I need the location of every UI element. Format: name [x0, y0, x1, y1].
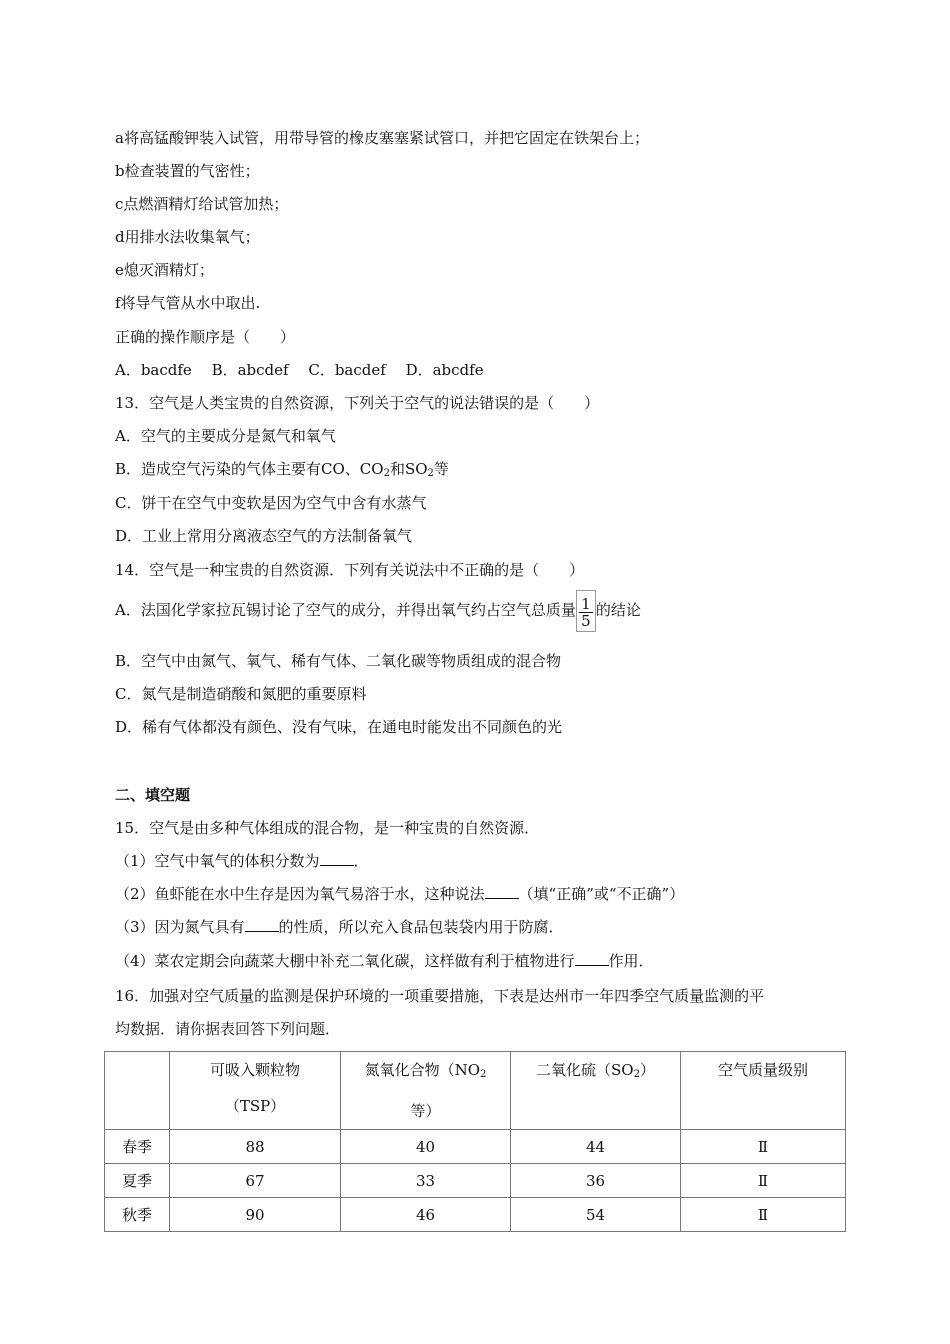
q15-part-3: [115, 917, 564, 937]
table-row: [105, 1164, 846, 1198]
step-a: a将高锰酸钾装入试管，用带导管的橡皮塞塞紧试管口，并把它固定在铁架台上；: [115, 129, 649, 147]
tsp-cell: 67: [170, 1164, 341, 1198]
q14-option-c: C．氮气是制造硝酸和氮肥的重要原料: [115, 685, 367, 703]
header-air-quality-level: 空气质量级别: [681, 1052, 846, 1130]
q13-b-text-3: 等: [433, 460, 449, 478]
header-no2: 氮氧化合物（$NO_2$ 等）: [341, 1052, 511, 1130]
q14-a-text: A．法国化学家拉瓦锡讨论了空气的成分，并得出氧气约占空气总质量: [115, 601, 576, 619]
q14-option-d: D．稀有气体都没有颜色、没有气味，在通电时能发出不同颜色的光: [115, 718, 563, 736]
q13-b-sub-2: 2: [427, 468, 434, 479]
q13-option-a: A．空气的主要成分是氮气和氧气: [115, 427, 336, 445]
answer-blank[interactable]: [485, 884, 519, 899]
q12-options: A．bacdfe B．abcdef C．bacdef D．abcdfe: [115, 361, 484, 379]
no2-cell: 46: [341, 1198, 511, 1232]
q15-p2-end: （填“正确”或“不正确”）: [518, 885, 685, 903]
season-cell: 夏季: [105, 1164, 170, 1198]
q13-b-sub-1: 2: [383, 468, 390, 479]
q15-p3-end: 的性质，所以充入食品包装袋内用于防腐．: [278, 918, 564, 936]
q13-option-c: C．饼干在空气中变软是因为空气中含有水蒸气: [115, 494, 427, 512]
so2-cell: 36: [511, 1164, 681, 1198]
q13-stem: 13．空气是人类宝贵的自然资源，下列关于空气的说法错误的是（ ）: [115, 394, 600, 412]
q13-b-text-1: B．造成空气污染的气体主要有CO、CO: [115, 460, 384, 478]
step-c: c点燃酒精灯给试管加热；: [115, 195, 289, 213]
table-row: [105, 1198, 846, 1232]
so2-cell: 54: [511, 1198, 681, 1232]
no2-cell: 40: [341, 1130, 511, 1164]
q14-a-text-end: 的结论: [595, 601, 641, 619]
header-empty-cell: [105, 1052, 170, 1130]
so2-cell: 44: [511, 1130, 681, 1164]
level-cell: Ⅱ: [681, 1164, 846, 1198]
level-cell: Ⅱ: [681, 1130, 846, 1164]
level-cell: Ⅱ: [681, 1198, 846, 1232]
step-b: b检查装置的气密性；: [115, 162, 260, 180]
table-header-row: [105, 1052, 846, 1130]
q12-prompt: 正确的操作顺序是（ ）: [115, 328, 296, 346]
step-d: d用排水法收集氧气；: [115, 228, 260, 246]
step-e: e熄灭酒精灯；: [115, 261, 214, 279]
section-title: 二、填空题: [115, 786, 191, 804]
q15-part-1: [115, 851, 369, 871]
q15-p3-text: （3）因为氮气具有: [115, 918, 245, 936]
header-so2: 二氧化硫$(SO_2)$: [511, 1052, 681, 1130]
q15-part-2: [115, 884, 684, 904]
step-f: f将导气管从水中取出.: [115, 294, 261, 312]
q14-option-b: B．空气中由氮气、氧气、稀有气体、二氧化碳等物质组成的混合物: [115, 652, 562, 670]
no2-cell: 33: [341, 1164, 511, 1198]
q15-p4-text: （4）菜农定期会向蔬菜大棚中补充二氧化碳，这样做有利于植物进行: [115, 952, 575, 970]
air-quality-table: [104, 1051, 846, 1232]
fraction-one-fifth: [576, 590, 596, 632]
q15-p1-end: ．: [353, 852, 369, 870]
answer-blank[interactable]: [245, 917, 279, 932]
q13-option-d: D．工业上常用分离液态空气的方法制备氧气: [115, 527, 413, 545]
fraction-numerator: 1: [579, 596, 593, 613]
q14-option-a: [115, 590, 641, 632]
q15-p1-text: （1）空气中氧气的体积分数为: [115, 852, 320, 870]
q15-p4-end: 作用．: [608, 952, 654, 970]
q14-stem: 14．空气是一种宝贵的自然资源．下列有关说法中不正确的是（ ）: [115, 561, 585, 579]
season-cell: 秋季: [105, 1198, 170, 1232]
q16-stem-line-1: 16．加强对空气质量的监测是保护环境的一项重要措施，下表是达州市一年四季空气质量监测的平: [115, 987, 765, 1005]
answer-blank[interactable]: [575, 951, 609, 966]
header-tsp: 可吸入颗粒物 （TSP）: [170, 1052, 341, 1130]
q15-stem: 15．空气是由多种气体组成的混合物，是一种宝贵的自然资源．: [115, 819, 540, 837]
q15-part-4: [115, 951, 654, 971]
fraction-denominator: 5: [581, 611, 591, 630]
table-row: [105, 1130, 846, 1164]
q13-option-b: [115, 459, 449, 484]
q15-p2-text: （2）鱼虾能在水中生存是因为氧气易溶于水，这种说法: [115, 885, 485, 903]
answer-blank[interactable]: [320, 851, 354, 866]
tsp-cell: 90: [170, 1198, 341, 1232]
q16-stem-line-2: 均数据．请你据表回答下列问题．: [115, 1020, 341, 1038]
tsp-cell: 88: [170, 1130, 341, 1164]
q13-b-text-2: 和SO: [389, 460, 428, 478]
season-cell: 春季: [105, 1130, 170, 1164]
